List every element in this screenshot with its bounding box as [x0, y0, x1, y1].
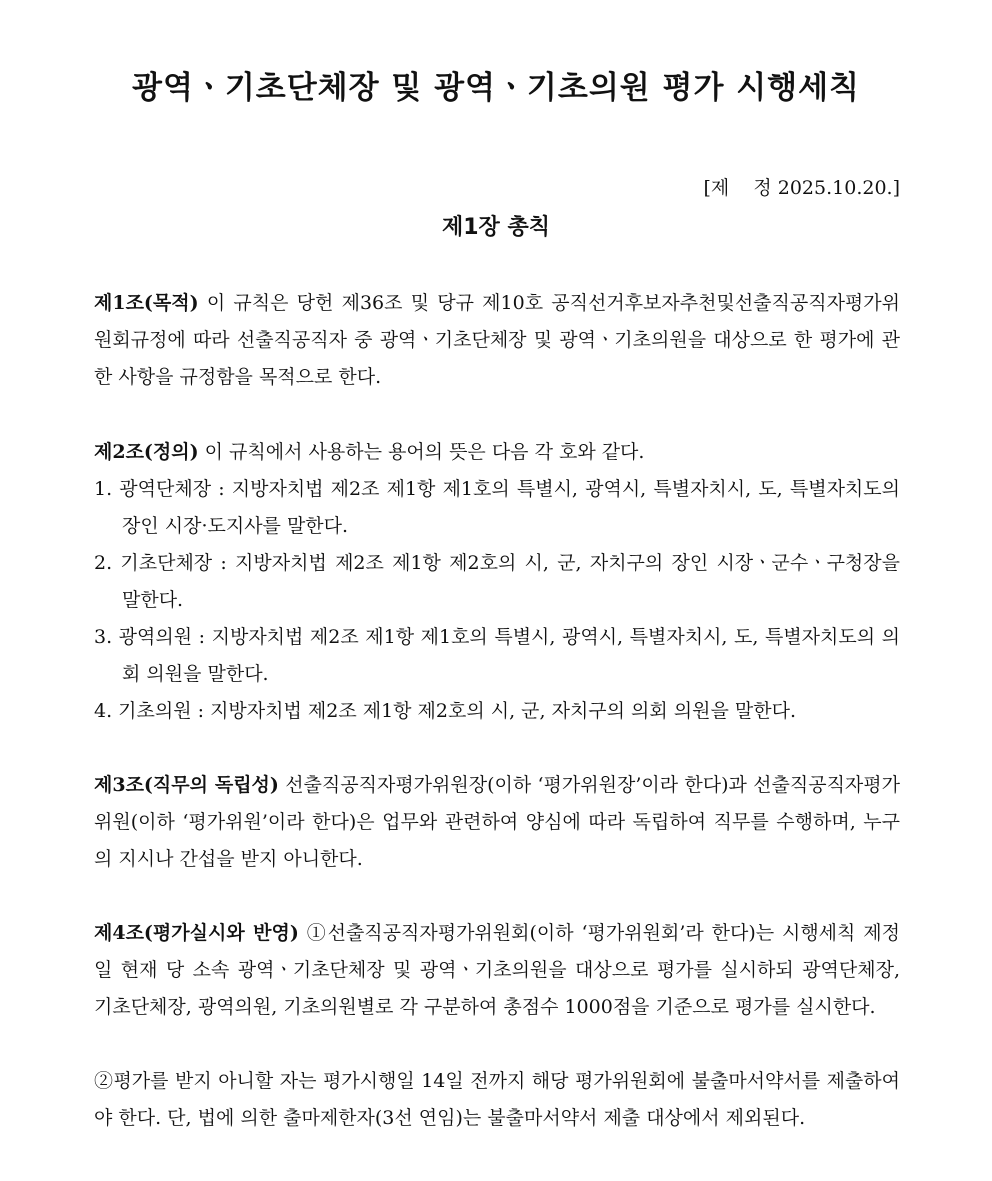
article-4-paragraph-1: ①선출직공직자평가위원회(이하 ‘평가위원회’라 한다)는 시행세칙 제정일 현재 당 소속 광역ㆍ기초단체장 및 광역ㆍ기초의원을 대상으로 평가를 실시하되 광역단체장, 기초단체장, 광역의원, 기초의원별로 각 구분하여 총점수 1000점을 기준으로 평가를 실시한다. [94, 922, 900, 1018]
enactment-date: [제 정 2025.10.20.] [703, 177, 900, 199]
article-2-item-4: 4. 기초의원 : 지방자치법 제2조 제1항 제2호의 시, 군, 자치구의 의회 의원을 말한다. [94, 700, 797, 722]
article-3 [94, 767, 900, 878]
article-2-heading: 제2조(정의) [94, 441, 199, 463]
article-2-item-2: 2. 기초단체장 : 지방자치법 제2조 제1항 제2호의 시, 군, 자치구의 장인 시장ㆍ군수ㆍ구청장을 말한다. [94, 552, 900, 611]
article-2-text: 이 규칙에서 사용하는 용어의 뜻은 다음 각 호와 같다. [198, 441, 645, 463]
article-1-text: 이 규칙은 당헌 제36조 및 당규 제10호 공직선거후보자추천및선출직공직자평가위원회규정에 따라 선출직공직자 중 광역ㆍ기초단체장 및 광역ㆍ기초의원을 대상으로 한 평가에 관한 사항을 규정함을 목적으로 한다. [94, 292, 900, 388]
document-title: 광역ㆍ기초단체장 및 광역ㆍ기초의원 평가 시행세칙 [132, 70, 860, 106]
article-1 [94, 285, 900, 396]
chapter-heading: 제1장 총칙 [442, 215, 550, 240]
article-3-heading: 제3조(직무의 독립성) [94, 774, 279, 796]
article-1-heading: 제1조(목적) [94, 292, 199, 314]
article-3-text: 선출직공직자평가위원장(이하 ‘평가위원장’이라 한다)과 선출직공직자평가위원(이하 ‘평가위원’이라 한다)은 업무와 관련하여 양심에 따라 독립하여 직무를 수행하며, 누구의 지시나 간섭을 받지 아니한다. [94, 774, 900, 870]
article-2-item-3: 3. 광역의원 : 지방자치법 제2조 제1항 제1호의 특별시, 광역시, 특별자치시, 도, 특별자치도의 의회 의원을 말한다. [94, 626, 900, 685]
article-4-paragraph-2: ②평가를 받지 아니할 자는 평가시행일 14일 전까지 해당 평가위원회에 불출마서약서를 제출하여야 한다. 단, 법에 의한 출마제한자(3선 연임)는 불출마서약서 제출 대상에서 제외된다. [94, 1070, 900, 1129]
article-4 [94, 915, 900, 1026]
article-2-item-1: 1. 광역단체장 : 지방자치법 제2조 제1항 제1호의 특별시, 광역시, 특별자치시, 도, 특별자치도의 장인 시장·도지사를 말한다. [94, 478, 900, 537]
article-4-heading: 제4조(평가실시와 반영) [94, 922, 299, 944]
article-2 [94, 434, 900, 471]
